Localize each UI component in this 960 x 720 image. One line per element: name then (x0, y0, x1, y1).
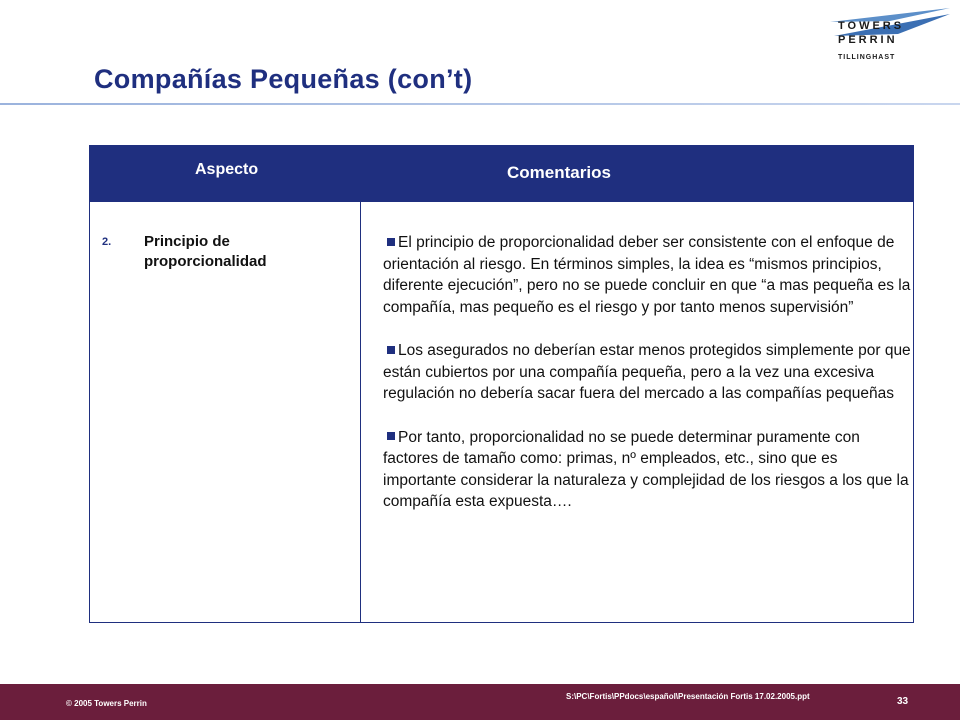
aspect-number: 2. (102, 236, 112, 248)
column-divider (360, 202, 361, 622)
comment-text: Por tanto, proporcionalidad no se puede determinar puramente con factores de tamaño como: primas, nº empleados, etc., sino que es importante considerar la naturaleza y complejidad de los riesgos a los que la compañía esta expuesta…. (383, 428, 909, 510)
header-comments: Comentarios (507, 163, 611, 182)
title-divider (0, 103, 960, 105)
square-bullet-icon (387, 432, 395, 440)
company-logo (790, 6, 955, 66)
comment-text: El principio de proporcionalidad deber ser consistente con el enfoque de orientación al riesgo. En términos simples, la idea es “mismos principios, diferente ejecución”, pero no se puede concluir en que “a mas pequeña es la compañía, mas pequeño es el riesgo y por tanto menos supervisión” (383, 234, 911, 316)
footer-copyright: © 2005 Towers Perrin (66, 699, 147, 708)
aspect-label: Principio de proporcionalidad (144, 233, 267, 270)
header-aspect: Aspecto (195, 161, 259, 178)
table-header (89, 145, 914, 202)
comments-list (383, 232, 913, 535)
footer-bar (0, 684, 960, 720)
comment-item (383, 232, 913, 318)
logo-text-tillinghast: TILLINGHAST (838, 54, 896, 61)
comment-item (383, 427, 913, 513)
page-title: Compañías Pequeñas (con’t) (94, 64, 473, 94)
square-bullet-icon (387, 238, 395, 246)
logo-text-perrin: PERRIN (838, 34, 898, 46)
comment-item (383, 340, 913, 405)
page-number: 33 (897, 696, 909, 707)
square-bullet-icon (387, 346, 395, 354)
comment-text: Los asegurados no deberían estar menos protegidos simplemente por que están cubiertos por una compañía pequeña, pero a la vez una excesiva regulación no debería sacar fuera del mercado a las compañías pequeñas (383, 342, 911, 402)
logo-text-towers: TOWERS (838, 20, 905, 32)
footer-file-path: S:\PC\Fortis\PPdocs\español\Presentación Fortis 17.02.2005.ppt (566, 692, 810, 701)
